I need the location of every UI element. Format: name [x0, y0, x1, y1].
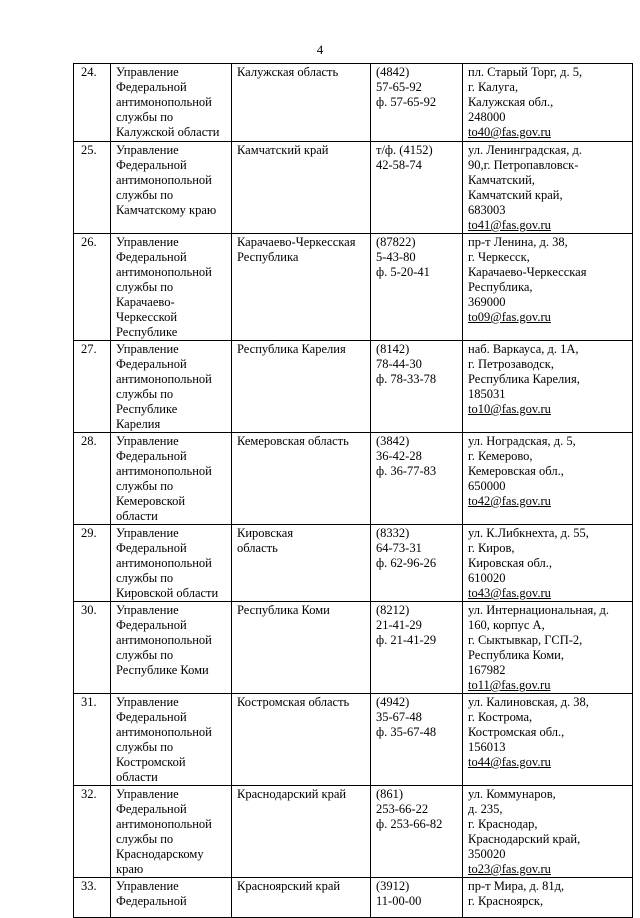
phone-numbers — [371, 64, 463, 142]
office-name-line: антимонопольной — [116, 633, 212, 647]
row-number: 24. — [74, 64, 111, 142]
office-name-line: службы по — [116, 188, 174, 202]
office-name-line: антимонопольной — [116, 556, 212, 570]
region-name-line: Кировская — [237, 526, 294, 540]
office-name-line: области — [116, 770, 158, 784]
office-address-line: 156013 — [468, 740, 506, 754]
office-name-line: Калужской области — [116, 125, 220, 139]
region-name — [232, 64, 371, 142]
table-row — [74, 234, 633, 341]
row-number: 32. — [74, 786, 111, 878]
table-row — [74, 525, 633, 602]
office-name-line: антимонопольной — [116, 372, 212, 386]
row-number: 30. — [74, 602, 111, 694]
phone-numbers-line: (8212) — [376, 603, 410, 617]
phone-numbers-line: (4942) — [376, 695, 410, 709]
office-address-line: г. Киров, — [468, 541, 515, 555]
region-name-line: Краснодарский край — [237, 787, 347, 801]
phone-numbers-line: (4842) — [376, 65, 410, 79]
office-name-line: Черкесской — [116, 310, 178, 324]
region-name-line: Кемеровская область — [237, 434, 349, 448]
office-address-line: 610020 — [468, 571, 506, 585]
office-address-line: 683003 — [468, 203, 506, 217]
office-address-line: пр-т Ленина, д. 38, — [468, 235, 568, 249]
row-number: 31. — [74, 694, 111, 786]
email-link[interactable]: to40@fas.gov.ru — [468, 125, 551, 139]
office-name-line: Управление — [116, 526, 179, 540]
office-address-line: г. Калуга, — [468, 80, 519, 94]
phone-numbers-line: ф. 35-67-48 — [376, 725, 437, 739]
office-address-line: Республика Коми, — [468, 648, 564, 662]
region-name-line: Карачаево-Черкесская — [237, 235, 356, 249]
office-address — [463, 786, 633, 878]
office-address-line: г. Сыктывкар, ГСП-2, — [468, 633, 583, 647]
office-address — [463, 602, 633, 694]
phone-numbers-line: (8142) — [376, 342, 410, 356]
office-address-line: 248000 — [468, 110, 506, 124]
table-row — [74, 341, 633, 433]
office-address — [463, 878, 633, 918]
office-address-line: 369000 — [468, 295, 506, 309]
table-row — [74, 602, 633, 694]
office-address-line: Республика, — [468, 280, 533, 294]
office-address — [463, 525, 633, 602]
office-address — [463, 694, 633, 786]
phone-numbers-line: ф. 62-96-26 — [376, 556, 437, 570]
office-name-line: службы по — [116, 280, 174, 294]
office-name-line: антимонопольной — [116, 95, 212, 109]
office-address-line: Карачаево-Черкесская — [468, 265, 587, 279]
office-name-line: Федеральной — [116, 449, 187, 463]
office-address-line: ул. Калиновская, д. 38, — [468, 695, 589, 709]
phone-numbers-line: 78-44-30 — [376, 357, 422, 371]
office-address-line: ул. Ленинградская, д. — [468, 143, 582, 157]
region-name — [232, 525, 371, 602]
office-name-line: Управление — [116, 342, 179, 356]
office-name-line: краю — [116, 862, 144, 876]
office-name-line: Республике — [116, 402, 178, 416]
office-name-line: службы по — [116, 832, 174, 846]
office-name-line: Федеральной — [116, 802, 187, 816]
region-name-line: Камчатский край — [237, 143, 329, 157]
phone-numbers-line: 35-67-48 — [376, 710, 422, 724]
page-number: 4 — [316, 42, 324, 57]
email-link[interactable]: to10@fas.gov.ru — [468, 402, 551, 416]
office-name-line: Управление — [116, 235, 179, 249]
phone-numbers-line: (8332) — [376, 526, 410, 540]
phone-numbers-line: (87822) — [376, 235, 416, 249]
phone-numbers-line: 57-65-92 — [376, 80, 422, 94]
region-name-line: Республика — [237, 250, 299, 264]
office-address-line: Калужская обл., — [468, 95, 554, 109]
office-name-line: службы по — [116, 387, 174, 401]
office-name — [111, 878, 232, 918]
office-address — [463, 341, 633, 433]
office-name-line: Кемеровской — [116, 494, 186, 508]
office-address — [463, 234, 633, 341]
office-address-line: Кемеровская обл., — [468, 464, 564, 478]
phone-numbers-line: ф. 36-77-83 — [376, 464, 437, 478]
office-address-line: ул. Ноградская, д. 5, — [468, 434, 576, 448]
office-name — [111, 433, 232, 525]
phone-numbers — [371, 786, 463, 878]
office-name-line: службы по — [116, 648, 174, 662]
phone-numbers — [371, 142, 463, 234]
phone-numbers-line: (3912) — [376, 879, 410, 893]
office-name — [111, 694, 232, 786]
office-name-line: Управление — [116, 787, 179, 801]
office-address-line: Республика Карелия, — [468, 372, 580, 386]
table-row — [74, 64, 633, 142]
table-row — [74, 142, 633, 234]
phone-numbers-line: ф. 253-66-82 — [376, 817, 443, 831]
office-name-line: области — [116, 509, 158, 523]
office-address-line: г. Кемерово, — [468, 449, 533, 463]
region-name — [232, 142, 371, 234]
office-address-line: д. 235, — [468, 802, 503, 816]
office-name-line: Федеральной — [116, 158, 187, 172]
office-address-line: г. Краснодар, — [468, 817, 538, 831]
row-number: 33. — [74, 878, 111, 918]
phone-numbers-line: 11-00-00 — [376, 894, 422, 908]
office-name-line: Управление — [116, 695, 179, 709]
office-name-line: Управление — [116, 434, 179, 448]
email-link[interactable]: to41@fas.gov.ru — [468, 218, 551, 232]
row-number: 25. — [74, 142, 111, 234]
office-name-line: Управление — [116, 603, 179, 617]
phone-numbers-line: 21-41-29 — [376, 618, 422, 632]
office-address-line: Костромская обл., — [468, 725, 565, 739]
office-name-line: Федеральной — [116, 357, 187, 371]
office-address-line: Кировская обл., — [468, 556, 552, 570]
office-address-line: Камчатский, — [468, 173, 535, 187]
email-link[interactable]: to44@fas.gov.ru — [468, 755, 551, 769]
office-name — [111, 64, 232, 142]
phone-numbers-line: 36-42-28 — [376, 449, 422, 463]
office-address-line: ул. Коммунаров, — [468, 787, 556, 801]
office-name-line: антимонопольной — [116, 725, 212, 739]
office-name-line: Управление — [116, 879, 179, 893]
phone-numbers-line: (3842) — [376, 434, 410, 448]
office-name-line: Республике — [116, 325, 178, 339]
office-name — [111, 525, 232, 602]
email-link[interactable]: to42@fas.gov.ru — [468, 494, 551, 508]
phone-numbers — [371, 341, 463, 433]
office-address-line: Камчатский край, — [468, 188, 563, 202]
office-name — [111, 142, 232, 234]
office-name-line: антимонопольной — [116, 265, 212, 279]
office-name-line: Федеральной — [116, 80, 187, 94]
office-address-line: пл. Старый Торг, д. 5, — [468, 65, 583, 79]
office-name-line: антимонопольной — [116, 817, 212, 831]
office-address-line: пр-т Мира, д. 81д, — [468, 879, 565, 893]
office-address — [463, 433, 633, 525]
phone-numbers-line: (861) — [376, 787, 404, 801]
office-name-line: службы по — [116, 479, 174, 493]
office-name-line: Камчатскому краю — [116, 203, 217, 217]
office-address-line: 90,г. Петропавловск- — [468, 158, 579, 172]
phone-numbers-line: ф. 78-33-78 — [376, 372, 437, 386]
office-address-line: 350020 — [468, 847, 506, 861]
table-row — [74, 878, 633, 918]
office-name — [111, 341, 232, 433]
region-name — [232, 602, 371, 694]
region-name — [232, 694, 371, 786]
office-address-line: г. Красноярск, — [468, 894, 544, 908]
phone-numbers-line: ф. 21-41-29 — [376, 633, 437, 647]
office-address-line: ул. Интернациональная, д. — [468, 603, 610, 617]
office-address-line: ул. К.Либкнехта, д. 55, — [468, 526, 589, 540]
office-name — [111, 234, 232, 341]
office-address-line: г. Петрозаводск, — [468, 357, 554, 371]
office-name-line: Республике Коми — [116, 663, 209, 677]
region-name — [232, 341, 371, 433]
phone-numbers-line: т/ф. (4152) — [376, 143, 433, 157]
region-name — [232, 786, 371, 878]
office-address-line: наб. Варкауса, д. 1А, — [468, 342, 579, 356]
region-name-line: Республика Карелия — [237, 342, 346, 356]
office-name-line: службы по — [116, 740, 174, 754]
phone-numbers-line: 253-66-22 — [376, 802, 429, 816]
phone-numbers-line: ф. 5-20-41 — [376, 265, 430, 279]
office-name-line: Федеральной — [116, 894, 187, 908]
office-name-line: службы по — [116, 571, 174, 585]
office-name-line: Федеральной — [116, 618, 187, 632]
office-name-line: антимонопольной — [116, 173, 212, 187]
office-name-line: Федеральной — [116, 541, 187, 555]
office-address-line: 160, корпус А, — [468, 618, 545, 632]
phone-numbers-line: 42-58-74 — [376, 158, 422, 172]
office-address-line: 650000 — [468, 479, 506, 493]
phone-numbers — [371, 602, 463, 694]
office-address — [463, 142, 633, 234]
row-number: 28. — [74, 433, 111, 525]
office-name-line: Федеральной — [116, 250, 187, 264]
phone-numbers — [371, 525, 463, 602]
table-row — [74, 694, 633, 786]
office-name-line: Карачаево- — [116, 295, 175, 309]
region-name-line: Красноярский край — [237, 879, 341, 893]
office-address — [463, 64, 633, 142]
office-address-line: 167982 — [468, 663, 506, 677]
office-address-line: 185031 — [468, 387, 506, 401]
email-link[interactable]: to11@fas.gov.ru — [468, 678, 551, 692]
phone-numbers — [371, 234, 463, 341]
phone-numbers-line: 5-43-80 — [376, 250, 416, 264]
phone-numbers-line: ф. 57-65-92 — [376, 95, 437, 109]
office-name — [111, 602, 232, 694]
fas-offices-table — [73, 63, 633, 918]
office-name-line: Карелия — [116, 417, 161, 431]
phone-numbers — [371, 694, 463, 786]
email-link[interactable]: to43@fas.gov.ru — [468, 586, 551, 600]
office-name-line: службы по — [116, 110, 174, 124]
office-address-line: г. Кострома, — [468, 710, 533, 724]
email-link[interactable]: to23@fas.gov.ru — [468, 862, 551, 876]
row-number: 29. — [74, 525, 111, 602]
office-name-line: Федеральной — [116, 710, 187, 724]
office-name-line: Костромской — [116, 755, 186, 769]
office-address-line: г. Черкесск, — [468, 250, 530, 264]
region-name-line: Калужская область — [237, 65, 339, 79]
email-link[interactable]: to09@fas.gov.ru — [468, 310, 551, 324]
office-name-line: антимонопольной — [116, 464, 212, 478]
region-name-line: область — [237, 541, 278, 555]
phone-numbers — [371, 433, 463, 525]
region-name — [232, 878, 371, 918]
table-row — [74, 433, 633, 525]
office-address-line: Краснодарский край, — [468, 832, 581, 846]
region-name — [232, 234, 371, 341]
region-name-line: Костромская область — [237, 695, 350, 709]
region-name — [232, 433, 371, 525]
office-name-line: Управление — [116, 143, 179, 157]
row-number: 26. — [74, 234, 111, 341]
phone-numbers — [371, 878, 463, 918]
table-row — [74, 786, 633, 878]
office-name-line: Краснодарскому — [116, 847, 204, 861]
region-name-line: Республика Коми — [237, 603, 330, 617]
row-number: 27. — [74, 341, 111, 433]
office-name-line: Управление — [116, 65, 179, 79]
office-name-line: Кировской области — [116, 586, 219, 600]
phone-numbers-line: 64-73-31 — [376, 541, 422, 555]
office-name — [111, 786, 232, 878]
